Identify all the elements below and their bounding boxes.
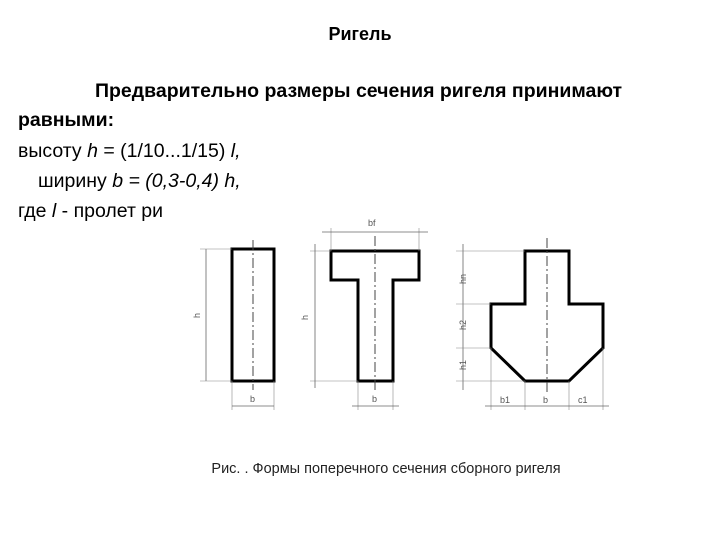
shelf-h1-label: h1 bbox=[458, 359, 468, 370]
width-prefix: ширину bbox=[38, 170, 113, 192]
cross-section-figure bbox=[180, 198, 626, 422]
height-span-variable: l, bbox=[230, 140, 241, 162]
cross-section-drawing bbox=[180, 198, 626, 422]
height-formula bbox=[18, 140, 241, 163]
tee-h-label: h bbox=[300, 314, 310, 320]
figure-caption: Рис. . Формы поперечного сечения сборного ригеля bbox=[211, 461, 561, 477]
shelf-b-label: b bbox=[543, 395, 549, 405]
where-line bbox=[18, 200, 163, 223]
where-rest: - пролет ри bbox=[56, 200, 164, 222]
width-variable: b bbox=[112, 170, 124, 192]
width-formula-rest: = (0,3-0,4) h, bbox=[123, 170, 241, 192]
slide-title: Ригель bbox=[328, 24, 392, 44]
where-variable: l bbox=[51, 200, 57, 222]
height-middle: = (1/10...1/15) bbox=[97, 140, 231, 162]
rect-height-label: h bbox=[192, 312, 202, 318]
shelf-b1-label: b1 bbox=[500, 395, 511, 405]
tee-bf-label: bf bbox=[368, 218, 376, 228]
intro-line-continuation: равными: bbox=[18, 109, 115, 131]
shelf-h2-label: h2 bbox=[458, 319, 468, 330]
height-prefix: высоту bbox=[18, 140, 88, 162]
width-formula bbox=[38, 170, 241, 193]
height-variable: h bbox=[87, 140, 98, 162]
rect-width-label: b bbox=[250, 394, 256, 404]
intro-line: Предварительно размеры сечения ригеля принимают bbox=[95, 80, 623, 102]
shelf-hn-label: hn bbox=[458, 273, 468, 284]
where-prefix: где bbox=[18, 200, 52, 222]
shelf-c-label: c1 bbox=[578, 395, 588, 405]
tee-b-label: b bbox=[372, 394, 378, 404]
